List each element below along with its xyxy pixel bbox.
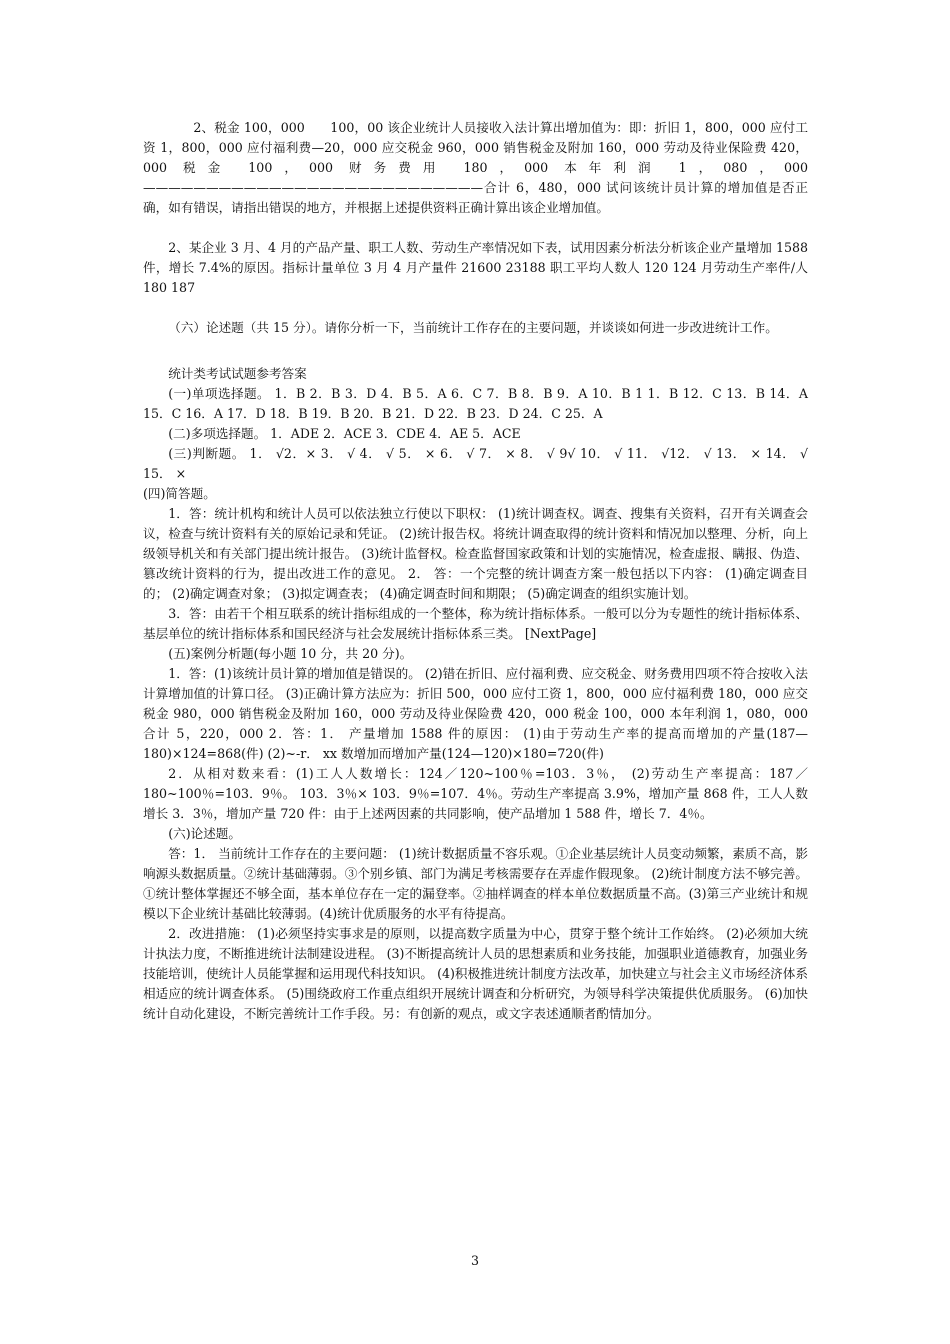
paragraph: (三)判断题。 1． √2．× 3． √ 4． √ 5． × 6． √ 7． × 8． √ 9√ 10． √ 11． √12． √ 13． × 14． √ 15． ×	[143, 446, 808, 481]
paragraph: 2、税金 100，000 100，00 该企业统计人员接收入法计算出增加值为：即：折旧 1，800，000 应付工资 1，800，000 应付福利费—20，000 应交税金 960，000 销售税金及附加 160，000 劳动及待业保险费 420，000 税金 100，000 财务费用 180，000 本年利润 1，080，000 ———————————————————————————合计 6，480，000 试问该统计员计算的增加值是否正确，如有错误，请指出错误的地方，并根据上述提供资料正确计算出该企业增加值。	[143, 120, 808, 215]
page-number: 3	[470, 1253, 479, 1268]
paragraph: 答：1． 当前统计工作存在的主要问题： (1)统计数据质量不容乐观。①企业基层统计人员变动频繁，素质不高，影响源头数据质量。②统计基础薄弱。③个别乡镇、部门为满足考核需要存在弄虚作假现象。 (2)统计制度方法不够完善。①统计整体掌握还不够全面，基本单位存在一定的漏登率。②抽样调查的样本单位数据质量不高。(3)第三产业统计和规模以下企业统计基础比较薄弱。(4)统计优质服务的水平有待提高。	[143, 846, 808, 921]
paragraph: 3．答：由若干个相互联系的统计指标组成的一个整体，称为统计指标体系。一般可以分为专题性的统计指标体系、基层单位的统计指标体系和国民经济与社会发展统计指标体系三类。 [NextPage]	[143, 606, 808, 641]
section-heading: (六)论述题。	[168, 826, 241, 841]
paragraph: (二)多项选择题。 1．ADE 2．ACE 3．CDE 4．AE 5．ACE	[168, 426, 521, 441]
document-body	[143, 118, 808, 1024]
paragraph: 2．改进措施： (1)必须坚持实事求是的原则，以提高数字质量为中心，贯穿于整个统计工作始终。 (2)必须加大统计执法力度，不断推进统计法制建设进程。 (3)不断提高统计人员的思想素质和业务技能，加强职业道德教育，加强业务技能培训，使统计人员能掌握和运用现代科技知识。 (4)积极推进统计制度方法改革，加快建立与社会主义市场经济体系相适应的统计调查体系。 (5)围绕政府工作重点组织开展统计调查和分析研究，为领导科学决策提供优质服务。 (6)加快统计自动化建设，不断完善统计工作手段。另：有创新的观点，或文字表述通顺者酌情加分。	[143, 926, 808, 1021]
answer-key-title: 统计类考试试题参考答案	[168, 366, 307, 381]
paragraph: 2．从相对数来看：(1)工人人数增长：124／120~100％=103．3％， (2)劳动生产率提高：187／180~100％=103．9％。 103．3％× 103．9％=107．4％。劳动生产率提高 3.9%，增加产量 868 件，工人人数增长 3．3％，增加产量 720 件：由于上述两因素的共同影响，使产品增加 1 588 件，增长 7．4％。	[143, 766, 808, 821]
section-heading: (五)案例分析题(每小题 10 分，共 20 分)。	[168, 646, 413, 661]
paragraph: 1．答：(1)该统计员计算的增加值是错误的。 (2)错在折旧、应付福利费、应交税金、财务费用四项不符合按收入法计算增加值的计算口径。 (3)正确计算方法应为：折旧 500，000 应付工资 1，800，000 应付福利费 180，000 应交税金 980，000 销售税金及附加 160，000 劳动及待业保险费 420，000 税金 100，000 本年利润 1，080，000 合计 5，220，000 2．答：1． 产量增加 1588 件的原因： (1)由于劳动生产率的提高而增加的产量(187—180)×124=868(件) (2)~-r． xx 数增加而增加产量(124—120)×180=720(件)	[143, 666, 808, 761]
paragraph: 2、某企业 3 月、4 月的产品产量、职工人数、劳动生产率情况如下表，试用因素分析法分析该企业产量增加 1588 件，增长 7.4%的原因。指标计量单位 3 月 4 月产量件 21600 23188 职工平均人数人 120 124 月劳动生产率件/人 180 187	[143, 240, 808, 295]
paragraph: （六）论述题（共 15 分）。请你分析一下，当前统计工作存在的主要问题，并谈谈如何进一步改进统计工作。	[168, 320, 778, 335]
paragraph: (一)单项选择题。 1．B 2．B 3．D 4．B 5．A 6．C 7．B 8．B 9．A 10．B 1 1．B 12．C 13．B 14．A 15．C 16．A 17．D 18．B 19．B 20．B 21．D 22．B 23．D 24．C 25．A	[143, 386, 808, 421]
paragraph: 1．答：统计机构和统计人员可以依法独立行使以下职权： (1)统计调查权。调查、搜集有关资料，召开有关调查会议，检查与统计资料有关的原始记录和凭证。 (2)统计报告权。将统计调查取得的统计资料和情况加以整理、分析，向上级领导机关和有关部门提出统计报告。 (3)统计监督权。检查监督国家政策和计划的实施情况，检查虚报、瞒报、伪造、篡改统计资料的行为，提出改进工作的意见。 2． 答：一个完整的统计调查方案一般包括以下内容： (1)确定调查目的； (2)确定调查对象； (3)拟定调查表； (4)确定调查时间和期限； (5)确定调查的组织实施计划。	[143, 506, 808, 601]
section-heading: (四)简答题。	[143, 486, 216, 501]
